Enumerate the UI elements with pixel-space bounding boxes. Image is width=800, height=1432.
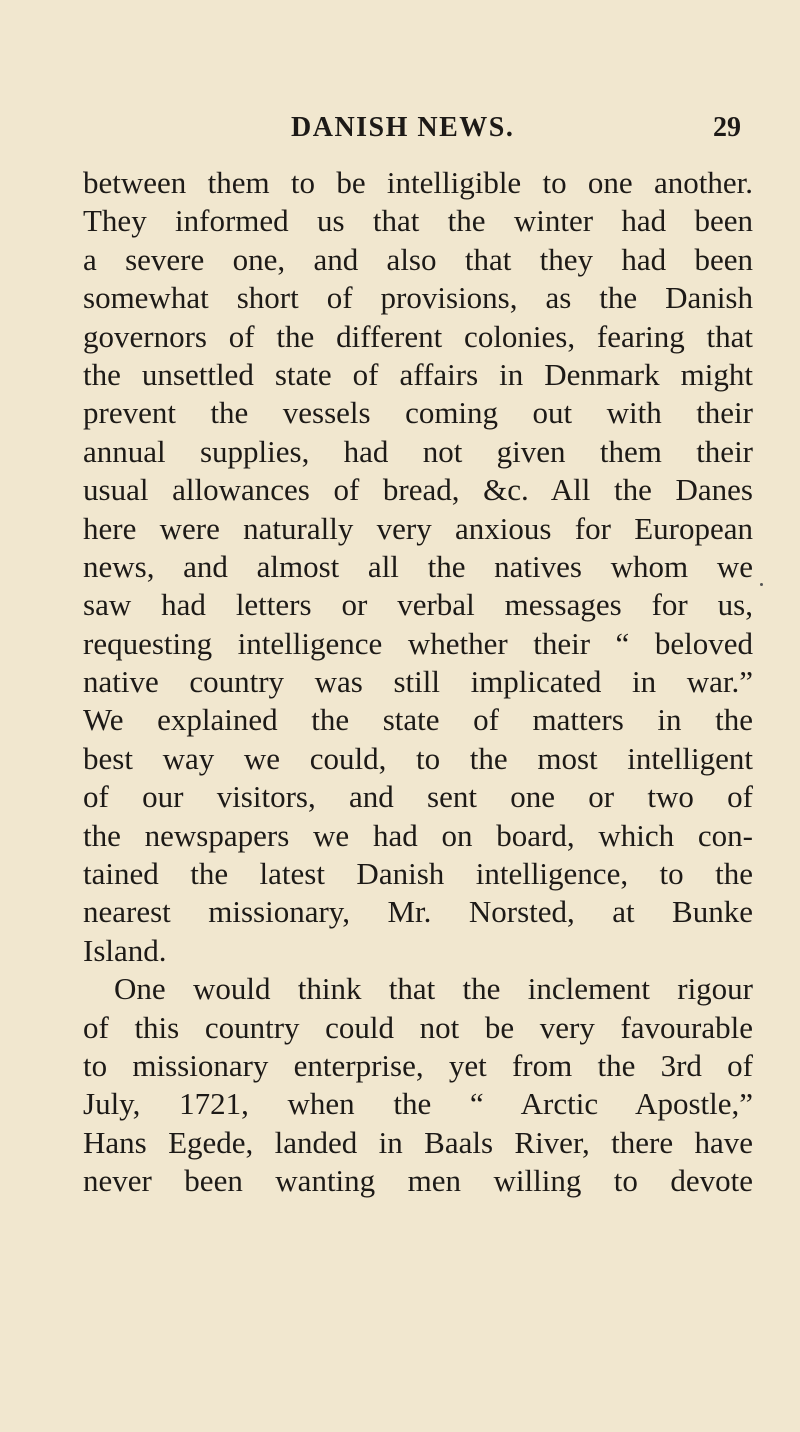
text-line: prevent the vessels coming out with their	[83, 395, 753, 431]
margin-speck	[760, 583, 763, 586]
text-line: here were naturally very anxious for European	[83, 510, 753, 546]
body-text	[83, 164, 753, 1201]
text-line-paragraph-start: One would think that the inclement rigour	[114, 971, 753, 1007]
text-line: between them to be intelligible to one another.	[83, 165, 753, 200]
text-line: tained the latest Danish intelligence, to the	[83, 856, 753, 892]
text-line: saw had letters or verbal messages for us,	[83, 587, 753, 623]
text-line: native country was still implicated in war.”	[83, 664, 753, 700]
text-line: governors of the different colonies, fearing that	[83, 318, 753, 354]
text-line: July, 1721, when the “ Arctic Apostle,”	[83, 1086, 753, 1122]
text-line: We explained the state of matters in the	[83, 702, 753, 738]
text-line: annual supplies, had not given them their	[83, 433, 753, 469]
text-line: requesting intelligence whether their “ beloved	[83, 625, 753, 661]
text-line: the newspapers we had on board, which con-	[83, 817, 753, 853]
text-line: Island.	[83, 932, 167, 968]
text-line: usual allowances of bread, &c. All the Danes	[83, 472, 753, 508]
text-line: to missionary enterprise, yet from the 3rd of	[83, 1047, 753, 1083]
running-title: DANISH NEWS.	[291, 112, 515, 143]
page-number: 29	[713, 112, 741, 143]
text-line: the unsettled state of affairs in Denmark might	[83, 356, 753, 392]
text-line: never been wanting men willing to devote	[83, 1163, 753, 1199]
text-line: They informed us that the winter had been	[83, 203, 753, 239]
text-line: of our visitors, and sent one or two of	[83, 779, 753, 815]
text-line: somewhat short of provisions, as the Danish	[83, 280, 753, 316]
text-line: best way we could, to the most intelligent	[83, 740, 753, 776]
text-line: Hans Egede, landed in Baals River, there have	[83, 1124, 753, 1160]
text-line: a severe one, and also that they had been	[83, 241, 753, 277]
text-line: news, and almost all the natives whom we	[83, 548, 753, 584]
running-head	[0, 112, 800, 152]
text-line: nearest missionary, Mr. Norsted, at Bunke	[83, 894, 753, 930]
text-line: of this country could not be very favourable	[83, 1009, 753, 1045]
